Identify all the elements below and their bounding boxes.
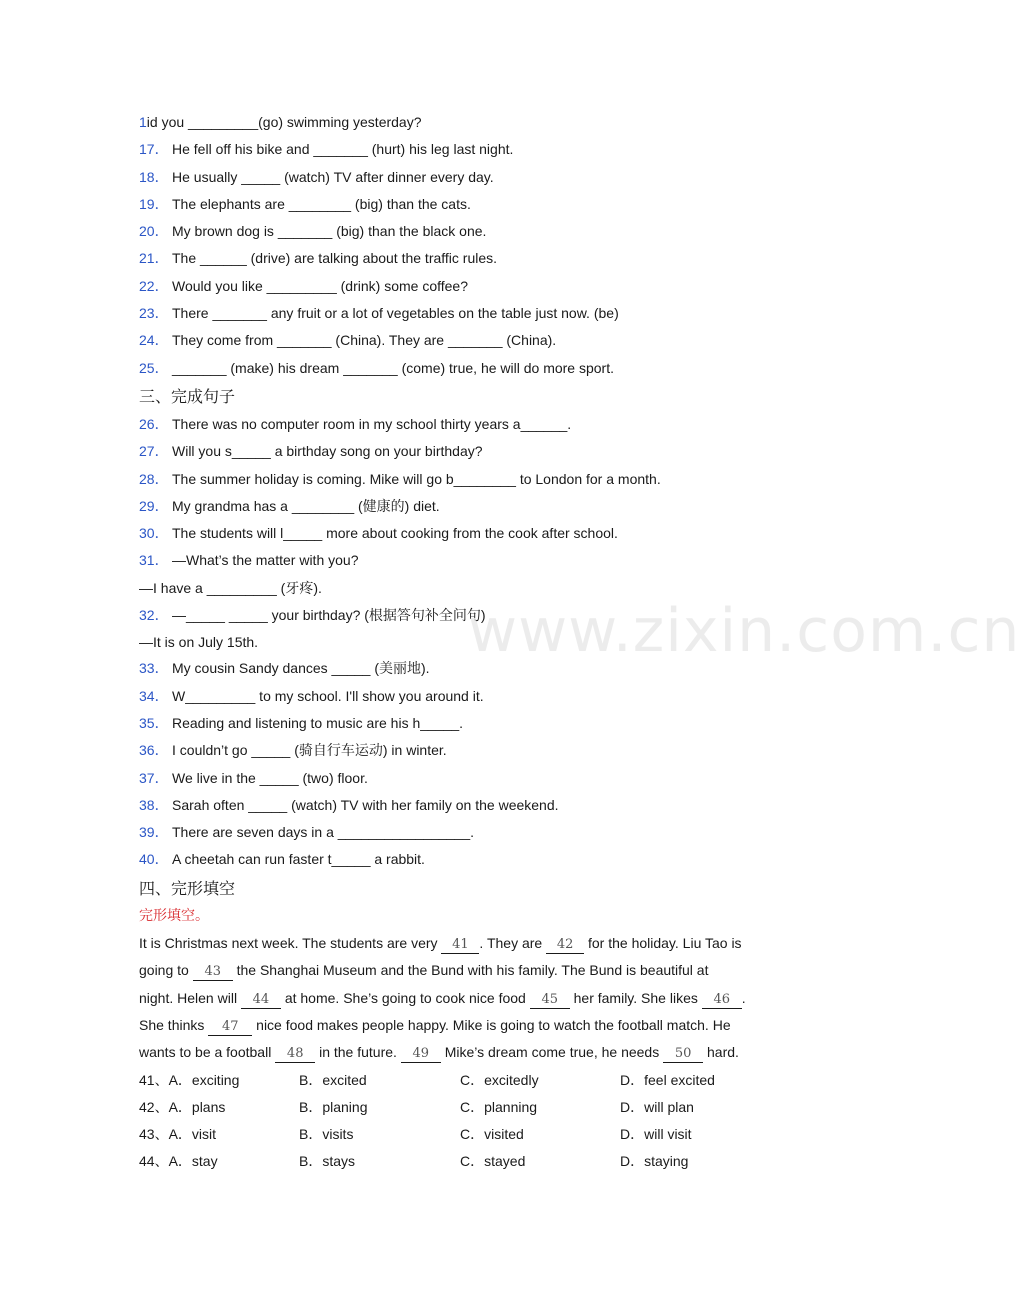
- question-number: 21．: [139, 250, 169, 267]
- question-22: [139, 275, 789, 302]
- question-25: [139, 357, 789, 384]
- question-text: I couldn’t go _____ (骑自行车运动) in winter.: [172, 742, 447, 759]
- question-27: [139, 440, 789, 467]
- question-23: [139, 302, 789, 329]
- question-32-answer-line: [139, 631, 789, 657]
- question-30: [139, 522, 789, 549]
- option-c: C．stayed: [460, 1153, 526, 1170]
- question-text: There was no computer room in my school thirty years a______.: [172, 415, 572, 432]
- question-number: 41、: [139, 1071, 169, 1088]
- question-39: [139, 821, 789, 848]
- option-d: D．will plan: [620, 1098, 694, 1115]
- option-d: D．staying: [620, 1153, 689, 1170]
- question-text: _______ (make) his dream _______ (come) true, he will do more sport.: [172, 359, 614, 376]
- question-38: [139, 794, 789, 821]
- question-text: We live in the _____ (two) floor.: [172, 769, 368, 786]
- question-text: The students will l_____ more about cooking from the cook after school.: [172, 525, 618, 542]
- question-text: The ______ (drive) are talking about the traffic rules.: [172, 250, 498, 267]
- options-42: [139, 1096, 789, 1123]
- question-text: My grandma has a ________ (健康的) diet.: [172, 497, 440, 514]
- question-number: 1: [139, 114, 147, 130]
- question-number: 17．: [139, 141, 169, 158]
- blank-43: 43: [193, 964, 233, 981]
- option-c: C．excitedly: [460, 1071, 539, 1088]
- option-row-label: [139, 1069, 239, 1091]
- question-33: [139, 657, 789, 684]
- question-number: 37．: [139, 769, 169, 786]
- question-number: 33．: [139, 660, 169, 677]
- question-number: 43、: [139, 1126, 169, 1143]
- section-3-title: 三、完成句子: [139, 386, 236, 406]
- question-40: [139, 848, 789, 875]
- passage-text: wants to be a football: [139, 1044, 276, 1061]
- cloze-instruction: 完形填空。: [139, 907, 209, 924]
- passage-line-3: [139, 987, 789, 1014]
- question-35: [139, 712, 789, 739]
- option-row-label: [139, 1150, 218, 1172]
- question-31-answer-line: [139, 577, 789, 604]
- question-number: 20．: [139, 223, 169, 240]
- question-number: 18．: [139, 168, 169, 185]
- passage-text: . They are: [479, 935, 547, 952]
- question-number: 40．: [139, 851, 169, 868]
- blank-44: 44: [241, 992, 281, 1009]
- question-number: 44、: [139, 1153, 169, 1170]
- blank-46: 46: [702, 992, 742, 1009]
- question-number: 29．: [139, 497, 169, 514]
- question-number: 38．: [139, 796, 169, 813]
- question-32: [139, 604, 789, 631]
- question-text: Reading and listening to music are his h_____.: [172, 714, 464, 731]
- blank-49: 49: [401, 1046, 441, 1063]
- question-21: [139, 247, 789, 274]
- option-a: A．exciting: [168, 1071, 240, 1088]
- section-4-title: 四、完形填空: [139, 878, 236, 898]
- question-number: 26．: [139, 415, 169, 432]
- question-16-partial: [139, 111, 789, 138]
- question-number: 25．: [139, 359, 169, 376]
- options-44: [139, 1150, 789, 1177]
- question-text: The elephants are ________ (big) than the cats.: [172, 195, 471, 212]
- option-c: C．planning: [460, 1098, 538, 1115]
- watermark: www.zixin.com.cn: [468, 596, 1020, 666]
- question-number: 23．: [139, 305, 169, 322]
- passage-text: Mike’s dream come true, he needs: [440, 1044, 664, 1061]
- question-text: There are seven days in a _________________.: [172, 824, 475, 841]
- question-number: 24．: [139, 332, 169, 349]
- question-number: 32．: [139, 607, 169, 624]
- question-24: [139, 329, 789, 356]
- question-29: [139, 495, 789, 522]
- passage-line-2: [139, 959, 789, 986]
- question-number: 36．: [139, 742, 169, 759]
- question-number: 30．: [139, 525, 169, 542]
- dialogue-text: —I have a _________ (牙疼).: [139, 579, 322, 596]
- question-text: My cousin Sandy dances _____ (美丽地).: [172, 660, 430, 677]
- blank-41: 41: [441, 937, 479, 954]
- question-text: My brown dog is _______ (big) than the black one.: [172, 223, 487, 240]
- question-19: [139, 193, 789, 220]
- dialogue-text: —It is on July 15th.: [139, 634, 259, 651]
- question-number: 34．: [139, 687, 169, 704]
- options-43: [139, 1123, 789, 1150]
- option-d: D．will visit: [620, 1126, 692, 1143]
- passage-text: hard.: [703, 1044, 739, 1061]
- option-b: B．excited: [299, 1071, 367, 1088]
- question-text: He fell off his bike and _______ (hurt) his leg last night.: [172, 141, 514, 158]
- passage-text: night. Helen will: [139, 989, 241, 1006]
- question-number: 39．: [139, 824, 169, 841]
- question-text: id you _________(go) swimming yesterday?: [146, 114, 422, 130]
- question-17: [139, 138, 789, 165]
- options-41: [139, 1069, 789, 1096]
- passage-text: at home. She’s going to cook nice food: [280, 989, 530, 1006]
- option-a: A．stay: [168, 1153, 218, 1170]
- blank-47: 47: [208, 1019, 252, 1036]
- question-text: —What’s the matter with you?: [172, 552, 359, 569]
- passage-text: her family. She likes: [569, 989, 702, 1006]
- passage-line-5: [139, 1041, 789, 1068]
- question-text: —_____ _____ your birthday? (根据答句补全问句): [172, 607, 486, 624]
- option-b: B．planing: [299, 1098, 368, 1115]
- passage-text: nice food makes people happy. Mike is going to watch the football match. He: [252, 1016, 731, 1033]
- question-text: He usually _____ (watch) TV after dinner every day.: [172, 168, 494, 185]
- question-20: [139, 220, 789, 247]
- blank-50: 50: [663, 1046, 703, 1063]
- passage-line-4: [139, 1014, 789, 1041]
- worksheet: [139, 111, 789, 1178]
- passage-text: for the holiday. Liu Tao is: [584, 935, 742, 952]
- option-a: A．plans: [168, 1098, 226, 1115]
- question-number: 27．: [139, 443, 169, 460]
- question-31: [139, 549, 789, 576]
- question-text: There _______ any fruit or a lot of vegetables on the table just now. (be): [172, 305, 619, 322]
- question-text: Sarah often _____ (watch) TV with her family on the weekend.: [172, 796, 559, 813]
- passage-line-1: [139, 932, 789, 959]
- question-text: Will you s_____ a birthday song on your birthday?: [172, 443, 483, 460]
- option-b: B．visits: [299, 1126, 354, 1143]
- question-text: The summer holiday is coming. Mike will go b________ to London for a month.: [172, 470, 661, 487]
- blank-45: 45: [530, 992, 570, 1009]
- option-a: A．visit: [168, 1126, 217, 1143]
- option-d: D．feel excited: [620, 1071, 715, 1088]
- option-b: B．stays: [299, 1153, 356, 1170]
- question-text: A cheetah can run faster t_____ a rabbit.: [172, 851, 425, 868]
- option-row-label: [139, 1123, 216, 1145]
- passage-text: She thinks: [139, 1016, 209, 1033]
- question-28: [139, 468, 789, 495]
- question-37: [139, 767, 789, 794]
- option-c: C．visited: [460, 1126, 524, 1143]
- passage-text: It is Christmas next week. The students are very: [139, 935, 442, 952]
- passage-text: going to: [139, 962, 193, 979]
- passage-text: in the future.: [315, 1044, 401, 1061]
- question-text: They come from _______ (China). They are _______ (China).: [172, 332, 557, 349]
- question-number: 35．: [139, 714, 169, 731]
- question-number: 28．: [139, 470, 169, 487]
- question-36: [139, 739, 789, 766]
- question-26: [139, 413, 789, 440]
- question-number: 42、: [139, 1098, 169, 1115]
- option-row-label: [139, 1096, 225, 1118]
- question-number: 22．: [139, 277, 169, 294]
- question-18: [139, 166, 789, 193]
- question-34: [139, 685, 789, 712]
- question-text: Would you like _________ (drink) some coffee?: [172, 277, 468, 294]
- blank-42: 42: [546, 937, 584, 954]
- question-number: 31．: [139, 552, 169, 569]
- question-number: 19．: [139, 195, 169, 212]
- passage-text: the Shanghai Museum and the Bund with his family. The Bund is beautiful at: [232, 962, 709, 979]
- blank-48: 48: [275, 1046, 315, 1063]
- passage-text: .: [741, 989, 746, 1006]
- question-text: W_________ to my school. I'll show you around it.: [172, 687, 484, 704]
